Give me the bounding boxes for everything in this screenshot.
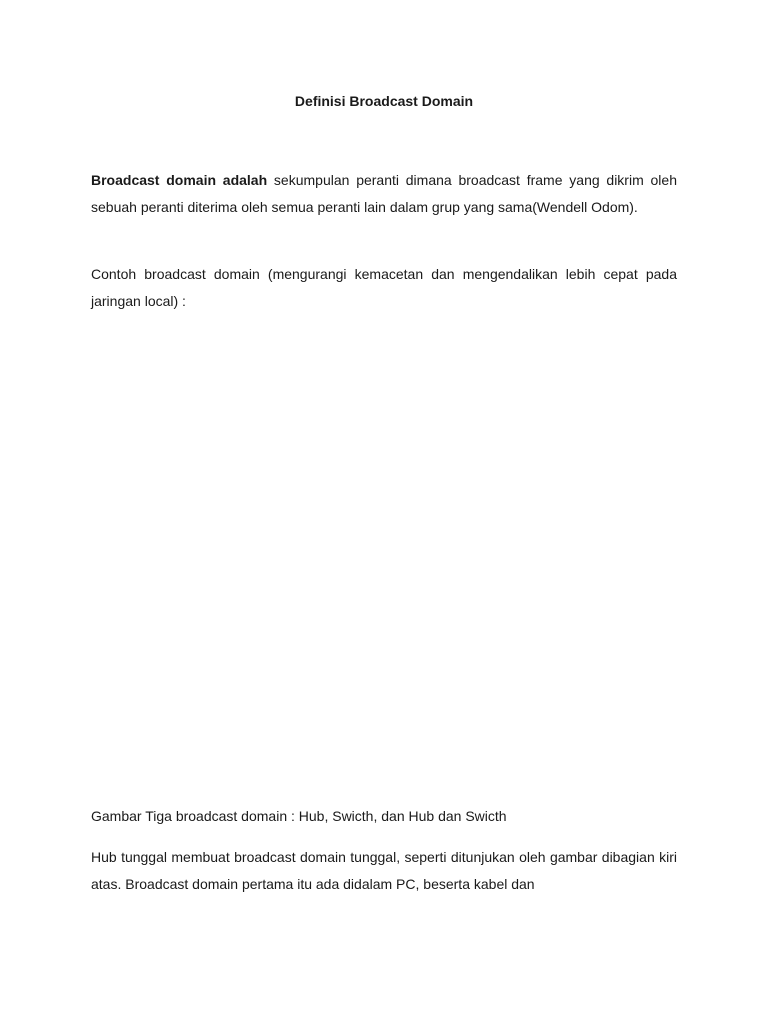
paragraph-hub-explanation: Hub tunggal membuat broadcast domain tunggal, seperti ditunjukan oleh gambar dibagian kiri atas. Broadcast domain pertama itu ada didalam PC, beserta kabel dan	[91, 849, 677, 892]
definition-text: sekumpulan peranti dimana broadcast frame yang dikrim oleh sebuah peranti diterima oleh semua peranti lain dalam grup yang sama(Wendell Odom).	[91, 172, 677, 215]
bold-lead-term: Broadcast domain adalah	[91, 172, 268, 188]
document-title: Definisi Broadcast Domain	[294, 93, 474, 109]
paragraph-example-intro: Contoh broadcast domain (mengurangi kemacetan dan mengendalikan lebih cepat pada jaringan local) :	[91, 266, 677, 309]
figure-placeholder	[91, 330, 677, 790]
figure-caption: Gambar Tiga broadcast domain : Hub, Swicth, dan Hub dan Swicth	[91, 808, 507, 824]
paragraph-definition	[91, 167, 677, 221]
